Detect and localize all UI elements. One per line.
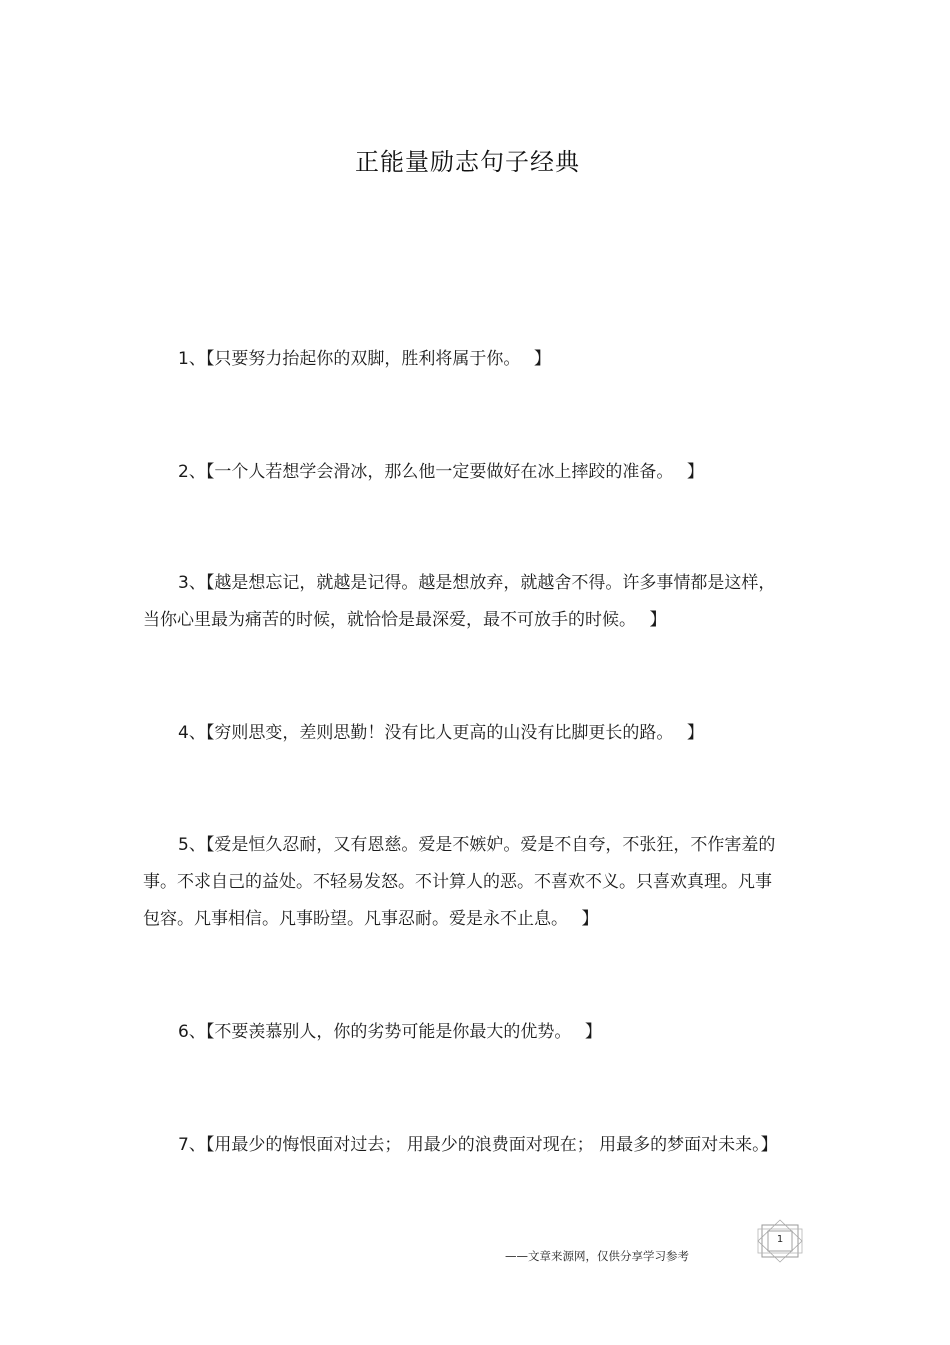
- quote-text: 6、【不要羡慕别人，你的劣势可能是你最大的优势。: [178, 1022, 563, 1042]
- quote-text: 5、【爱是恒久忍耐，又有恩慈。爱是不嫉妒。爱是不自夸，不张狂，不作害羞的事。不求自己的益处。不轻易发怒。不计算人的恶。不喜欢不义。只喜欢真理。凡事包容。凡事相信。凡事盼望。凡事忍耐。爱是永不止息。: [143, 835, 776, 929]
- page-number: 1: [776, 1234, 784, 1245]
- quote-close-bracket: 】: [686, 462, 704, 482]
- quote-text: 4、【穷则思变，差则思勤！没有比人更高的山没有比脚更长的路。: [178, 723, 665, 743]
- quote-item: [143, 341, 778, 378]
- quote-item: [143, 715, 778, 752]
- quote-close-bracket: 】: [533, 349, 551, 369]
- quote-close-bracket: 】: [760, 1135, 778, 1155]
- quote-item: [143, 1127, 823, 1164]
- quote-close-bracket: 】: [584, 1022, 602, 1042]
- page-number-badge: [754, 1219, 806, 1263]
- quote-item: [143, 1014, 778, 1051]
- footer-source-note: ——文章来源网，仅供分享学习参考: [505, 1249, 689, 1263]
- document-title: 正能量励志句子经典: [355, 148, 580, 176]
- quote-item: [143, 454, 778, 491]
- quote-text: 7、【用最少的悔恨面对过去； 用最少的浪费面对现在； 用最多的梦面对未来。: [178, 1135, 761, 1155]
- quote-close-bracket: 】: [686, 723, 704, 743]
- quote-text: 1、【只要努力抬起你的双脚，胜利将属于你。: [178, 349, 512, 369]
- quote-text: 3、【越是想忘记，就越是记得。越是想放弃，就越舍不得。许多事情都是这样，当你心里最为痛苦的时候，就恰恰是最深爱，最不可放手的时候。: [143, 573, 776, 630]
- quote-close-bracket: 】: [649, 610, 667, 630]
- quote-item: [143, 565, 778, 639]
- quote-text: 2、【一个人若想学会滑冰，那么他一定要做好在冰上摔跤的准备。: [178, 462, 665, 482]
- quote-item: [143, 827, 778, 938]
- quote-close-bracket: 】: [581, 909, 599, 929]
